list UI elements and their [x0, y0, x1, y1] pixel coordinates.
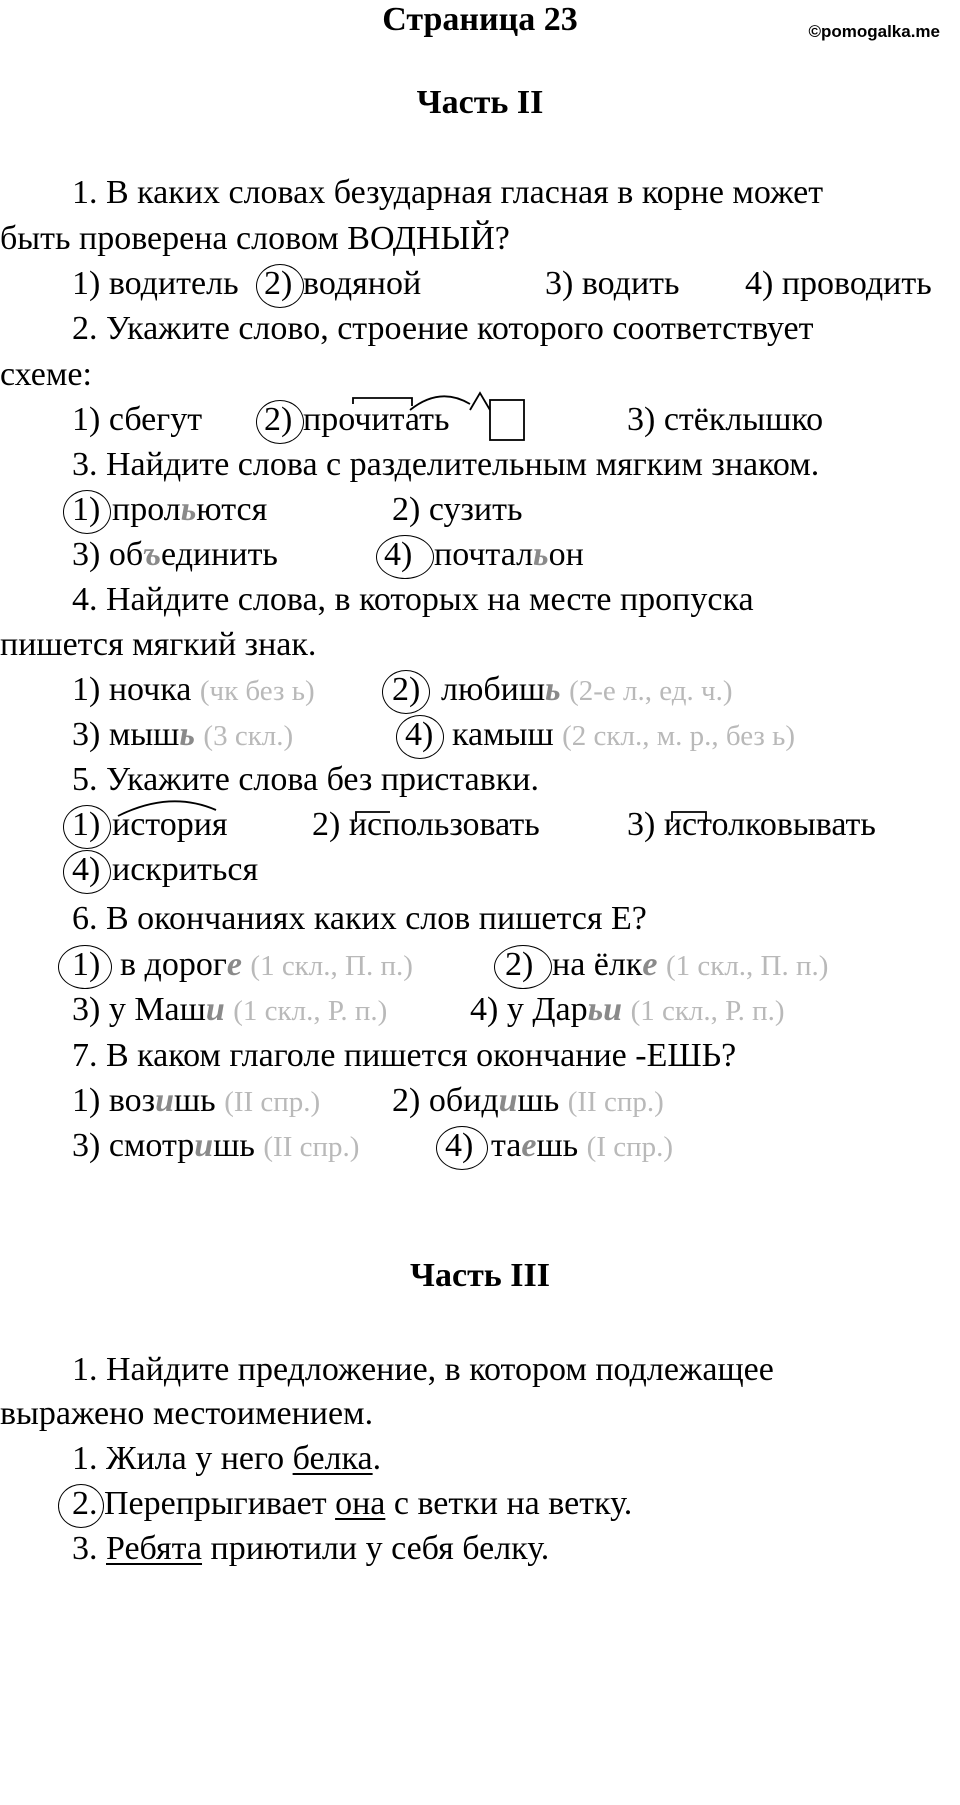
answer-circle [63, 805, 111, 849]
p3-q1-text-line1: 1. Найдите предложение, в котором подлежащее [72, 1351, 774, 1388]
q4-option-4-word: камыш (2 скл., м. р., без ь) [452, 716, 796, 753]
q2-option-2-word: прочитать [303, 401, 450, 438]
q4-options-row1 [0, 670, 960, 710]
q3-option-4-word: почтальон [434, 536, 584, 573]
q1-option-2-number: 2) [264, 265, 293, 302]
p3-q1-text-line2: выражено местоимением. [0, 1395, 374, 1432]
q7-option-2: 2) обидишь (II спр.) [392, 1082, 664, 1119]
q6-options-row2 [0, 990, 960, 1030]
q2-text-line1: 2. Укажите слово, строение которого соответствует [72, 310, 814, 347]
answer-circle [63, 490, 111, 534]
q7-option-3: 3) смотришь (II спр.) [72, 1127, 360, 1164]
q5-options-row1 [0, 805, 960, 845]
answer-circle [436, 1126, 488, 1170]
answer-circle [382, 670, 430, 714]
q5-option-3: 3) истолковывать [627, 806, 876, 843]
q2-text-line2: схеме: [0, 356, 92, 393]
q1-option-4: 4) проводить [745, 265, 932, 302]
q5-option-4-number: 4) [72, 851, 101, 888]
answer-circle [256, 264, 304, 308]
q3-options-row1 [0, 490, 960, 530]
part3-title: Часть III [410, 1257, 550, 1294]
q4-options-row2 [0, 715, 960, 755]
q4-option-3: 3) мышь (3 скл.) [72, 716, 294, 753]
q1-text-line1: 1. В каких словах безударная гласная в корне может [72, 174, 824, 211]
q4-option-4-number: 4) [405, 716, 434, 753]
q1-text-line2: быть проверена словом ВОДНЫЙ? [0, 220, 510, 257]
p3-q1-sentence-2 [0, 1484, 960, 1524]
answer-circle [58, 1484, 104, 1528]
q5-option-4-word: искриться [112, 851, 259, 888]
q3-option-1-number: 1) [72, 491, 101, 528]
q3-option-2: 2) сузить [392, 491, 523, 528]
q3-options-row2 [0, 535, 960, 575]
q4-option-2-word: любишь (2-е л., ед. ч.) [441, 671, 733, 708]
q4-option-2-number: 2) [392, 671, 421, 708]
p3-q1-sentence-3: 3. Ребята приютили у себя белку. [72, 1530, 550, 1567]
q7-option-4-number: 4) [445, 1127, 474, 1164]
q1-option-1: 1) водитель [72, 265, 239, 302]
q2-option-1: 1) сбегут [72, 401, 203, 438]
q2-option-2-number: 2) [264, 401, 293, 438]
q5-option-2: 2) использовать [312, 806, 540, 843]
q6-option-1-number: 1) [72, 946, 101, 983]
q7-options-row1 [0, 1081, 960, 1121]
page-title: Страница 23 [382, 1, 578, 38]
q3-option-3: 3) объединить [72, 536, 278, 573]
site-watermark: ©pomogalka.me [808, 22, 940, 41]
q2-options [0, 400, 960, 440]
q6-options-row1 [0, 945, 960, 985]
q4-text-line2: пишется мягкий знак. [0, 626, 317, 663]
answer-circle [396, 715, 444, 759]
q6-option-1-word: в дороге (1 скл., П. п.) [120, 946, 413, 983]
answer-circle [494, 945, 552, 989]
q5-option-1-number: 1) [72, 806, 101, 843]
q5-option-1-word: история [112, 806, 228, 843]
p3-q1-sentence-2-text: Перепрыгивает она с ветки на ветку. [104, 1485, 633, 1522]
answer-circle [256, 400, 304, 444]
q4-text-line1: 4. Найдите слова, в которых на месте пропуска [72, 581, 754, 618]
p3-q1-sentence-1: 1. Жила у него белка. [72, 1440, 382, 1477]
answer-circle [376, 535, 434, 579]
q1-option-2-word: водяной [303, 265, 422, 302]
q4-option-1: 1) ночка (чк без ь) [72, 671, 315, 708]
q2-option-3: 3) стёклышко [627, 401, 824, 438]
q6-option-2-word: на ёлке (1 скл., П. п.) [552, 946, 829, 983]
answer-circle [63, 850, 111, 894]
q6-option-3: 3) у Маши (1 скл., Р. п.) [72, 991, 388, 1028]
q3-option-1-word: прольются [112, 491, 268, 528]
q6-option-2-number: 2) [505, 946, 534, 983]
q6-option-4: 4) у Дарьи (1 скл., Р. п.) [470, 991, 785, 1028]
q7-option-1: 1) возишь (II спр.) [72, 1082, 321, 1119]
q3-text: 3. Найдите слова с разделительным мягким знаком. [72, 446, 820, 483]
part2-title: Часть II [416, 84, 544, 121]
q5-text: 5. Укажите слова без приставки. [72, 761, 539, 798]
q1-options [0, 264, 960, 304]
q7-option-4-word: таешь (I спр.) [491, 1127, 674, 1164]
q7-text: 7. В каком глаголе пишется окончание -ЕШЬ? [72, 1037, 737, 1074]
q3-option-4-number: 4) [384, 536, 413, 573]
q6-text: 6. В окончаниях каких слов пишется Е? [72, 900, 647, 937]
answer-circle [58, 945, 112, 989]
q1-option-3: 3) водить [545, 265, 680, 302]
q5-options-row2 [0, 850, 960, 890]
p3-q1-sentence-2-number: 2. [72, 1485, 98, 1522]
